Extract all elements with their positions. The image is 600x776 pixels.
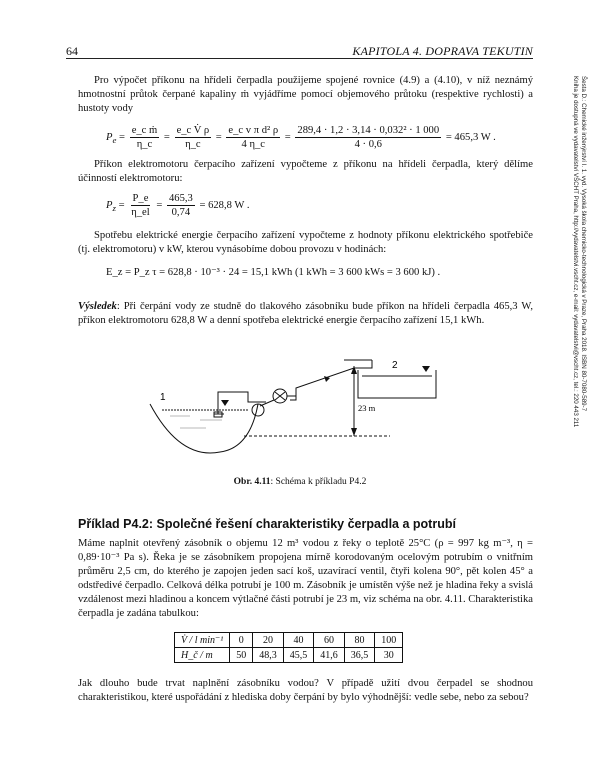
table-cell: 0 [230,633,253,648]
paragraph-1: Pro výpočet příkonu na hřídeli čerpadla použijeme spojené rovnice (4.9) a (4.10), v níž neznámý hmotnostní průtok čerpané kapaliny ṁ vyjádříme pomocí objemového průtoku (respektive rychlosti) a hustoty vody [78,75,533,114]
valve-icon [275,392,285,400]
table-cell: 80 [344,633,375,648]
eq1-frac1-num: e_c ṁ [131,125,158,136]
eq2-result: = 628,8 W . [199,199,250,211]
result-text: : Při čerpání vody ze studně do tlakového zásobníku bude příkon na hřídeli čerpadla 465,3 W, příkon elektromotoru 628,8 W a denní spotřeba elektrické energie čerpacího zařízení 15,1 kWh. [78,301,533,326]
table-cell: 45,5 [283,648,314,663]
table-cell: 50 [230,648,253,663]
equation-3: E_z = P_z τ = 628,8 · 10⁻³ · 24 = 15,1 kWh (1 kWh = 3 600 kWs = 3 600 kJ) . [106,267,441,278]
paragraph-3: Spotřebu elektrické energie čerpacího zařízení vypočteme z hodnoty příkonu elektrického spotřebiče (tj. elektromotoru) v kW, kterou vynásobíme dobou provozu v hodinách: [78,230,533,255]
eq1-lhs-sub: e [112,135,117,146]
sidebar-note-line-1: Šesta D.: Chemické inženýrství I. 1. vyd. Vysoká škola chemicko-technologická v Praze, Praha 2018. ISBN 80-7080-589-7 [580,76,587,412]
height-label: 23 m [358,403,376,413]
eq1-frac1-den: η_c [136,139,153,150]
chapter-title: KAPITOLA 4. DOPRAVA TEKUTIN [352,44,533,58]
result-paragraph [78,300,533,328]
pump-schematic-figure [140,348,470,470]
figure-label-1: 1 [160,392,166,403]
table-cell: 60 [314,633,345,648]
upper-tank [358,370,436,398]
eq2-lhs: P [106,199,113,211]
table-cell: 40 [283,633,314,648]
result-label: Výsledek [78,301,117,312]
sidebar-note-line-2: Kniha je dostupná ve vydavatelství VŠCHT Praha, http://vydavatelstvi.vscht.cz, e-mail: vydavatelstvi@vscht.cz, tel.: 220 443 211 [572,76,579,428]
table-cell: 30 [375,648,403,663]
pump-link [260,400,274,406]
dimension-arrow-up-icon [351,366,357,374]
figure-caption [0,477,600,487]
table-row [175,648,403,663]
dimension-arrow-down-icon [351,428,357,436]
eq2-frac2-num: 465,3 [168,193,193,204]
river-water-hatching [170,416,222,428]
eq1-frac4-num: 289,4 · 1,2 · 3,14 · 0,032² · 1 000 [297,125,440,136]
caption-number: Obr. 4.11 [233,477,271,487]
table-row1-label: V̇ / l min⁻¹ [175,633,230,648]
eq1-frac3-den: 4 η_c [241,139,265,150]
eq2-lhs-sub: z [112,203,116,214]
table-row [175,633,403,648]
equation-2: $P_z$ = $\frac{P\_e}{\eta\_el}$ = $\frac{465,3}{0,74}$ = 628,8 W . [106,193,250,218]
table-cell: 20 [253,633,284,648]
equation-1: $P_e$ = $\frac{\text{e\_c ṁ}}{\eta\_c}$ = $\frac{\text{e\_c V̇ ρ}}{\eta\_c}$ = $\frac{\text{e\_c v π d² ρ}}{4 \eta\_c}$ = $\frac{\text{289,4 · 1,2 · 3,14 · 0,032² · 1 000}}{4 \cdot 0,6}$ = 465,3 W . [106,125,496,150]
tank-level-marker-icon [422,366,430,372]
sidebar-note [559,76,589,546]
water-level-marker-icon [221,400,229,406]
table-row2-label: H_č / m [175,648,230,663]
table-cell: 36,5 [344,648,375,663]
eq2-frac1-den: η_el [131,207,150,218]
suction-pipe [214,392,266,414]
eq2-frac1-num: P_e [132,193,149,204]
discharge-pipe-return [290,390,296,400]
paragraph-5: Jak dlouho bude trvat naplnění zásobníku vodou? V případě užití dvou čerpadel se shodnou charakteristikou, které uspořádání z hlediska doby čerpání by bylo výhodnější: vedle sebe, nebo za sebou? [78,678,533,703]
eq1-frac4-den: 4 · 0,6 [354,139,382,150]
table-cell: 48,3 [253,648,284,663]
paragraph-4: Máme naplnit otevřený zásobník o objemu 12 m³ vodou z řeky o teplotě 25°C (ρ = 997 kg m⁻³, η = 0,89·10⁻³ Pa s). Řeka je se zásobníkem propojena mírně korodovaným ocelovým potrubím o vnitřním průměru 2,5 cm, do kterého je zapojen jeden sací koš, uzavírací ventil, čtyři kolena 90°, pět kolen 45° a odstředivé čerpadlo. Celková délka potrubí je 100 m. Zásobník je umístěn výše než je hladina řeky a svislá vzdálenost mezi hladinou a koncem výtlačné části potrubí je 23 m, viz schéma na obr. 4.11. Charakteristika čerpadla je zadána tabulkou: [78,538,534,619]
figure-label-2: 2 [392,360,398,371]
eq1-frac3-num: e_c v π d² ρ [228,125,279,136]
paragraph-2: Příkon elektromotoru čerpacího zařízení vypočteme z příkonu na hřídeli čerpadla, který dělíme účinností elektromotoru: [78,159,533,184]
eq1-frac2-den: η_c [185,139,201,150]
eq1-result: = 465,3 W . [445,131,496,143]
river-basin [150,404,258,453]
table-cell: 100 [375,633,403,648]
eq1-lhs: P [106,131,113,143]
section-heading: Příklad P4.2: Společné řešení charakteristiky čerpadla a potrubí [78,517,456,531]
pump-characteristic-table [174,632,403,663]
header-rule [66,58,533,59]
caption-text: : Schéma k příkladu P4.2 [270,477,367,487]
page-number: 64 [66,44,78,58]
eq1-frac2-num: e_c V̇ ρ [176,125,210,136]
eq2-frac2-den: 0,74 [171,207,191,218]
table-cell: 41,6 [314,648,345,663]
